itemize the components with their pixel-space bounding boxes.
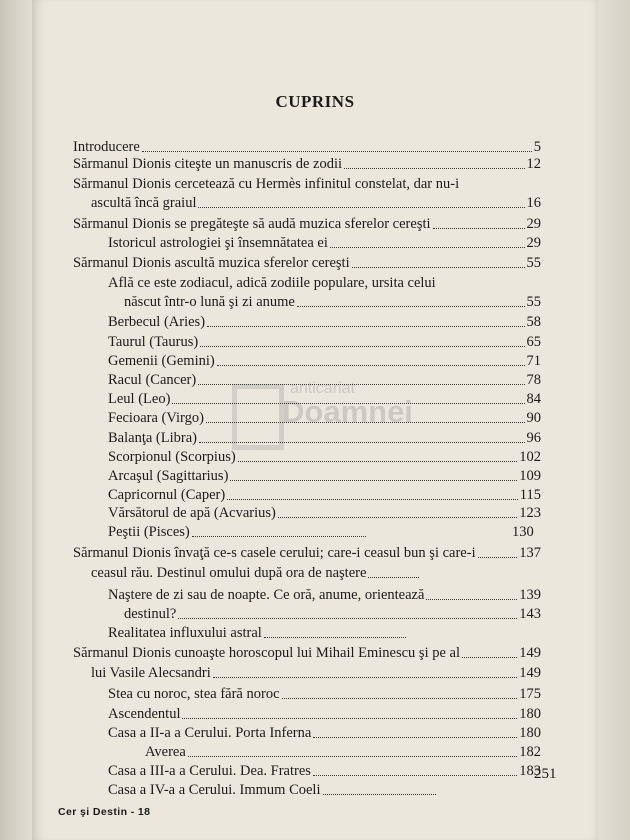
toc-entry-title: ceasul rău. Destinul omului după ora de naştere — [91, 565, 367, 581]
toc-entry-page: 84 — [526, 391, 541, 407]
toc-entry-title: Realitatea influxului astral — [108, 625, 262, 641]
toc-entry — [108, 523, 368, 541]
toc-entry-title: Stea cu noroc, stea fără noroc — [108, 686, 280, 702]
toc-entry — [124, 293, 541, 311]
toc-entry-title: Sărmanul Dionis cercetează cu Hermès infinitul constelat, dar nu-i — [73, 176, 460, 192]
leader-dots — [198, 206, 524, 208]
leader-dots — [192, 535, 366, 537]
toc-entry-page: 29 — [526, 235, 541, 251]
leader-dots — [264, 636, 406, 638]
toc-entry-page: 149 — [519, 645, 541, 661]
toc-entry — [91, 664, 541, 682]
toc-entry-page: 16 — [526, 195, 541, 211]
toc-entry-page: 12 — [526, 156, 541, 172]
leader-dots — [313, 774, 517, 776]
toc-entry — [108, 685, 541, 703]
toc-entry — [73, 215, 541, 233]
toc-entry-title: Istoricul astrologiei şi însemnătatea ei — [108, 235, 328, 251]
toc-entry-title: Berbecul (Aries) — [108, 314, 206, 330]
toc-entry-title: lui Vasile Alecsandri — [91, 665, 211, 681]
toc-entry-title: Taurul (Taurus) — [108, 334, 199, 350]
toc-entry-title: Balanţa (Libra) — [108, 430, 197, 446]
watermark-big-text: Doamnei — [282, 394, 413, 429]
toc-entry-page: 137 — [519, 545, 541, 561]
toc-entry-title: Introducere — [73, 139, 140, 155]
toc-entry-title: născut într-o lună şi zi anume — [124, 294, 295, 310]
toc-entry-title: Racul (Cancer) — [108, 372, 197, 388]
leader-dots — [478, 556, 518, 558]
toc-entry — [91, 564, 421, 582]
toc-entry-title: Sărmanul Dionis învaţă ce-s casele cerului; care-i ceasul bun şi care-i — [73, 545, 476, 561]
toc-entry-title: Casa a II-a a Cerului. Porta Inferna — [108, 725, 312, 741]
leader-dots — [198, 383, 524, 385]
toc-entry-title: Fecioara (Virgo) — [108, 410, 204, 426]
leader-dots — [230, 479, 517, 481]
leader-dots — [227, 498, 518, 500]
toc-entry — [108, 762, 541, 780]
toc-entry-title: Peştii (Pisces) — [108, 524, 190, 540]
toc-entry-title: Scorpionul (Scorpius) — [108, 449, 236, 465]
leader-dots — [206, 421, 525, 423]
leader-dots — [323, 793, 437, 795]
leader-dots — [200, 345, 524, 347]
toc-entry-page: 5 — [533, 139, 541, 155]
toc-entry-page: 96 — [526, 430, 541, 446]
leader-dots — [368, 576, 419, 578]
toc-entry-page: 78 — [526, 372, 541, 388]
toc-entry — [108, 313, 541, 331]
toc-entry-page: 130 — [512, 524, 534, 540]
toc-entry — [108, 409, 541, 427]
toc-entry-title: Casa a III-a a Cerului. Dea. Fratres — [108, 763, 311, 779]
toc-entry — [108, 586, 541, 604]
toc-entry-title: Naştere de zi sau de noapte. Ce oră, anume, orientează — [108, 587, 425, 603]
leader-dots — [462, 656, 517, 658]
toc-entry — [108, 504, 541, 522]
leader-dots — [199, 441, 525, 443]
leader-dots — [426, 598, 517, 600]
toc-entry-page: 102 — [519, 449, 541, 465]
toc-entry-page: 143 — [519, 606, 541, 622]
leader-dots — [344, 167, 524, 169]
book-spine-shadow — [0, 0, 32, 840]
leader-dots — [330, 246, 525, 248]
toc-entry — [108, 467, 541, 485]
leader-dots — [178, 617, 517, 619]
toc-entry — [91, 194, 541, 212]
toc-entry — [108, 234, 541, 252]
watermark-small-text: anticariat — [290, 380, 355, 397]
leader-dots — [213, 676, 518, 678]
toc-entry — [108, 486, 541, 504]
toc-entry-title: Gemenii (Gemini) — [108, 353, 215, 369]
leader-dots — [188, 755, 517, 757]
toc-entry — [73, 254, 541, 272]
toc-entry-title: Arcaşul (Sagittarius) — [108, 468, 229, 484]
toc-entry-title: Averea — [145, 744, 186, 760]
toc-entry-page: 71 — [526, 353, 541, 369]
leader-dots — [352, 266, 525, 268]
toc-entry-title: Sărmanul Dionis citeşte un manuscris de zodii — [73, 156, 343, 172]
toc-entry-page: 180 — [519, 706, 541, 722]
toc-entry — [73, 644, 541, 662]
leader-dots — [217, 364, 525, 366]
toc-entry — [108, 333, 541, 351]
toc-entry — [73, 155, 541, 173]
footer-signature: Cer şi Destin - 18 — [58, 806, 151, 818]
leader-dots — [278, 516, 517, 518]
toc-entry-page: 183 — [519, 763, 541, 779]
leader-dots — [172, 402, 524, 404]
toc-entry-page: 149 — [519, 665, 541, 681]
page-title: CUPRINS — [275, 92, 355, 111]
toc-entry-title: Sărmanul Dionis se pregăteşte să audă muzica sferelor cereşti — [73, 216, 431, 232]
toc-entry-page: 115 — [519, 487, 541, 503]
toc-entry-title: Află ce este zodiacul, adică zodiile populare, ursita celui — [108, 275, 436, 291]
toc-entry-page: 175 — [519, 686, 541, 702]
leader-dots — [207, 325, 524, 327]
toc-entry-page: 139 — [519, 587, 541, 603]
toc-entry-title: Leul (Leo) — [108, 391, 171, 407]
toc-entry-page: 182 — [519, 744, 541, 760]
leader-dots — [297, 305, 525, 307]
toc-entry-title: Vărsătorul de apă (Acvarius) — [108, 505, 276, 521]
page-number: 251 — [534, 766, 557, 782]
toc-entry-page: 180 — [519, 725, 541, 741]
toc-entry — [73, 544, 541, 562]
toc-entry-page: 109 — [519, 468, 541, 484]
toc-entry-title: Ascendentul — [108, 706, 181, 722]
leader-dots — [282, 697, 518, 699]
leader-dots — [313, 736, 517, 738]
toc-entry-title: Sărmanul Dionis cunoaşte horoscopul lui Mihail Eminescu şi pe al — [73, 645, 461, 661]
toc-entry — [124, 605, 541, 623]
toc-entry — [108, 352, 541, 370]
toc-entry — [108, 429, 541, 447]
leader-dots — [142, 150, 532, 152]
toc-entry-page: 58 — [526, 314, 541, 330]
toc-entry-page: 90 — [526, 410, 541, 426]
book-page-edge — [598, 0, 630, 840]
toc-entry-title: ascultă încă graiul — [91, 195, 197, 211]
toc-entry-title: Casa a IV-a a Cerului. Immum Coeli — [108, 782, 321, 798]
toc-entry — [108, 624, 408, 642]
toc-entry-page: 65 — [526, 334, 541, 350]
toc-entry — [108, 705, 541, 723]
toc-entry-page: 123 — [519, 505, 541, 521]
toc-entry-title: Sărmanul Dionis ascultă muzica sferelor cereşti — [73, 255, 350, 271]
toc-entry — [108, 390, 541, 408]
toc-entry-title: destinul? — [124, 606, 177, 622]
toc-entry-page: 55 — [526, 294, 541, 310]
toc-entry — [108, 781, 438, 799]
leader-dots — [182, 717, 517, 719]
leader-dots — [433, 227, 525, 229]
toc-entry-page: 55 — [526, 255, 541, 271]
toc-entry — [145, 743, 541, 761]
toc-entry — [73, 138, 541, 156]
leader-dots — [238, 460, 518, 462]
toc-entry — [108, 448, 541, 466]
toc-entry — [108, 371, 541, 389]
toc-entry-title: Capricornul (Caper) — [108, 487, 226, 503]
toc-entry — [108, 724, 541, 742]
toc-entry-page: 29 — [526, 216, 541, 232]
